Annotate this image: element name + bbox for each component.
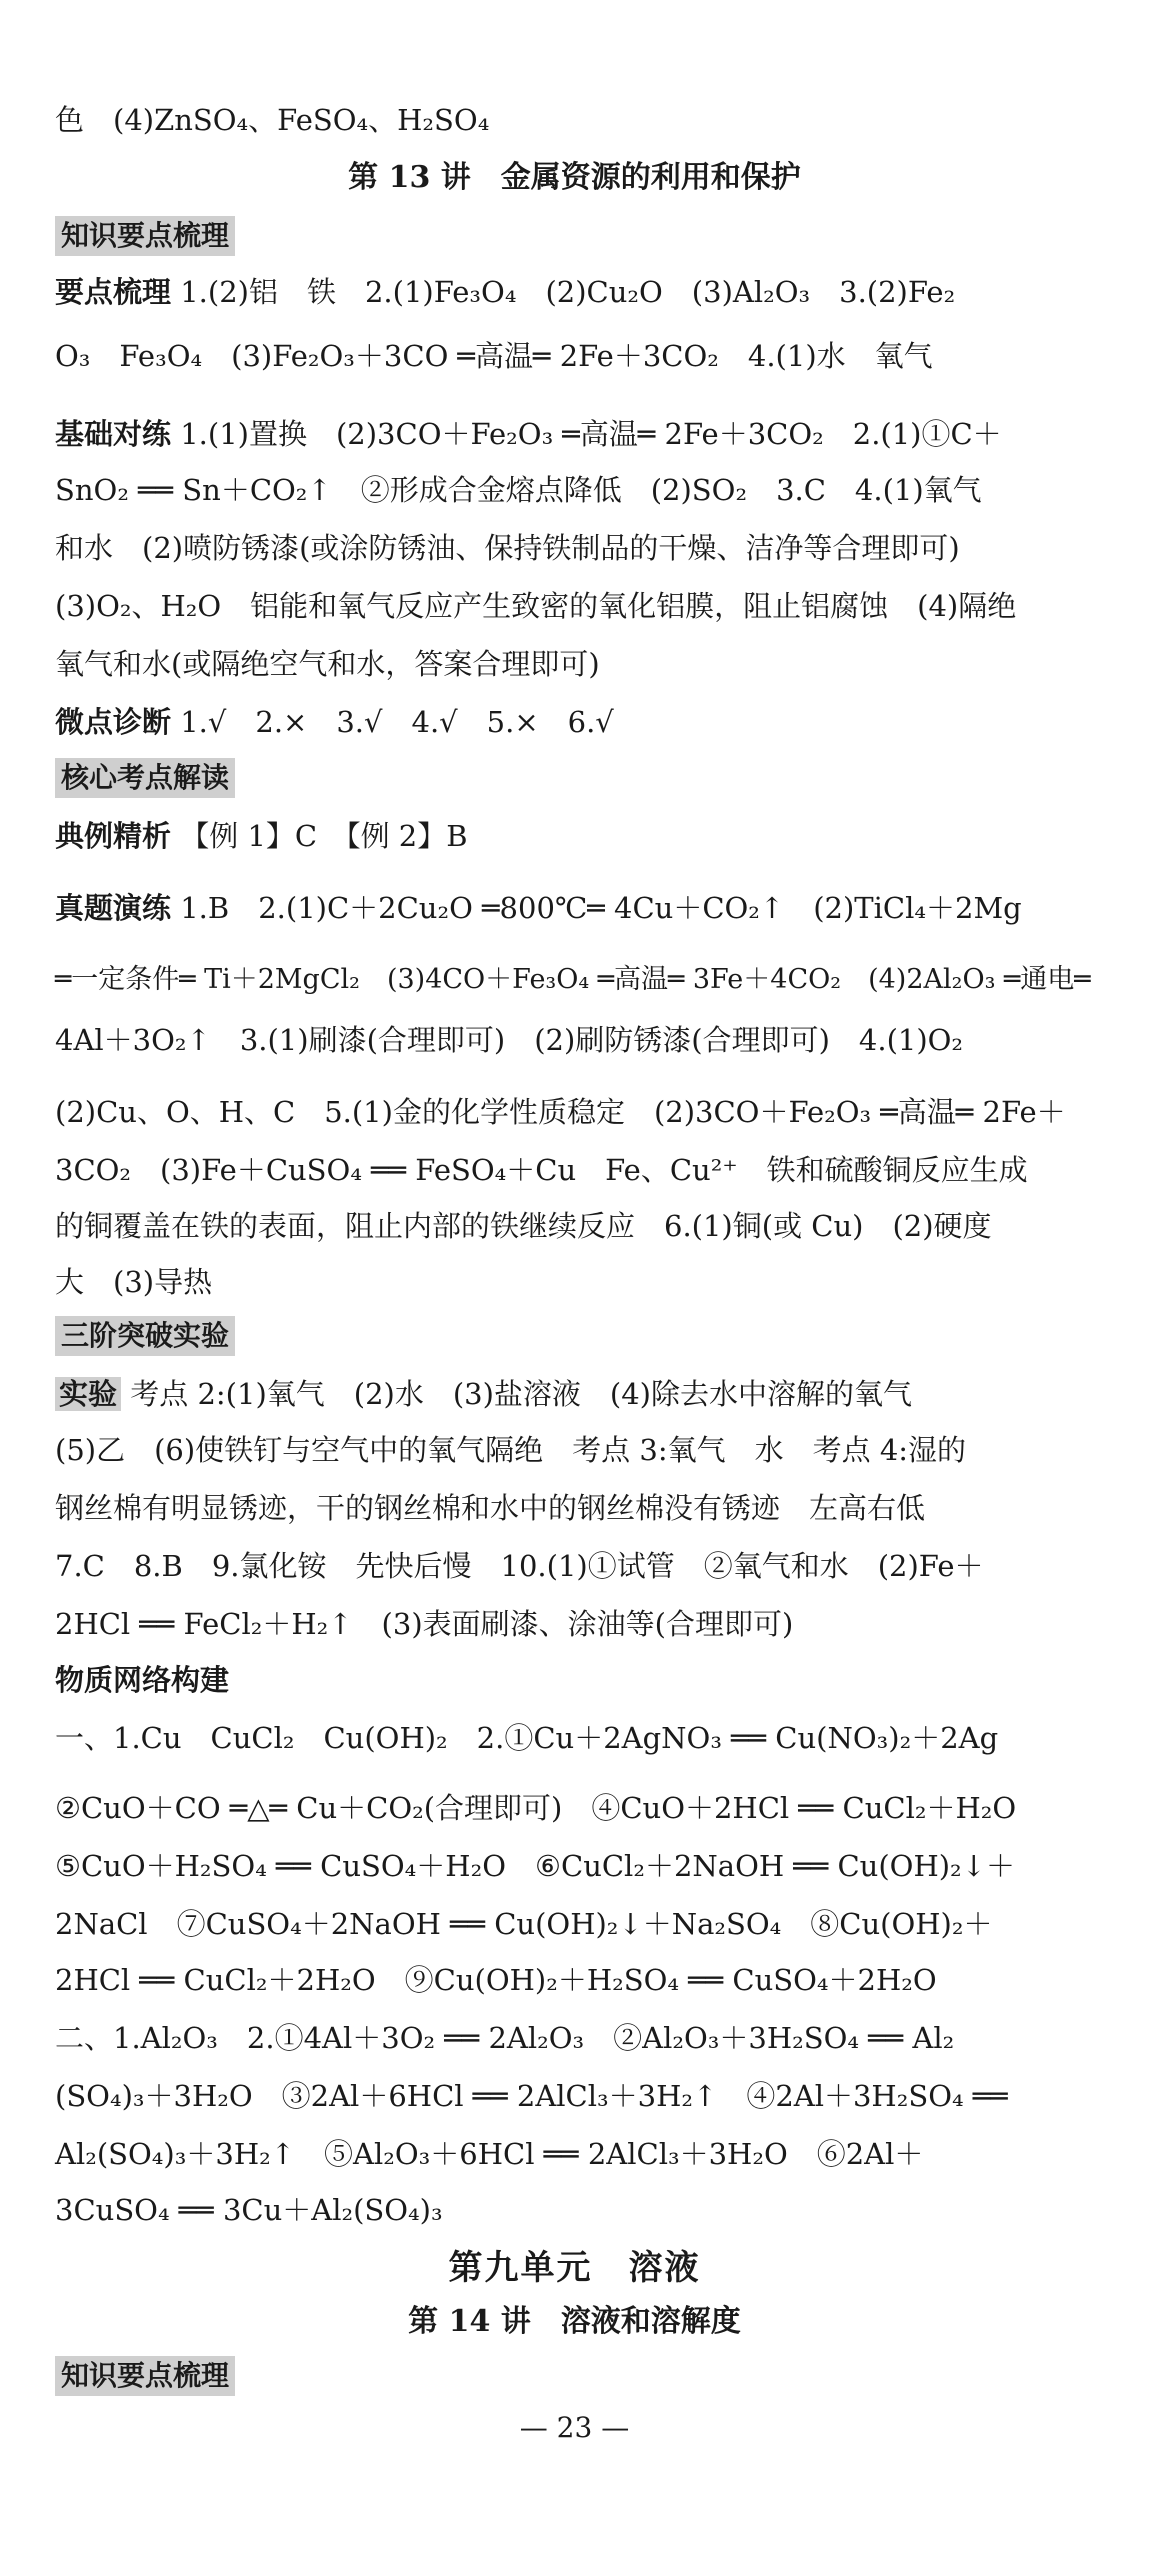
typical-examples-line	[55, 816, 1094, 856]
page-number: — 23 —	[519, 2411, 630, 2444]
text-line: ═一定条件═ Ti＋2MgCl₂ (3)4CO＋Fe₃O₄ ═高温═ 3Fe＋4CO₂ (4)2Al₂O₃ ═通电═	[55, 964, 1091, 995]
key-points-label: 要点梳理	[55, 275, 172, 309]
section-header-knowledge: 知识要点梳理	[55, 216, 235, 256]
text-line: SnO₂ ══ Sn＋CO₂↑ ②形成合金熔点降低 (2)SO₂ 3.C 4.(1)氧气	[55, 473, 982, 507]
text-line: 7.C 8.B 9.氯化铵 先快后慢 10.(1)①试管 ②氧气和水 (2)Fe＋	[55, 1549, 984, 1583]
text-line: 大 (3)导热	[55, 1265, 213, 1299]
section-header-experiment: 三阶突破实验	[55, 1316, 235, 1356]
text-line: 色 (4)ZnSO₄、FeSO₄、H₂SO₄	[55, 103, 490, 137]
text-line: (SO₄)₃＋3H₂O ③2Al＋6HCl ══ 2AlCl₃＋3H₂↑ ④2Al＋3H₂SO₄ ══	[55, 2079, 1008, 2113]
text-line: (3)O₂、H₂O 铝能和氧气反应产生致密的氧化铝膜，阻止铝腐蚀 (4)隔绝	[55, 589, 1017, 623]
network-heading: 物质网络构建	[55, 1663, 230, 1697]
real-exam-line	[55, 888, 1094, 928]
basic-practice-line	[55, 414, 1094, 454]
text-line: O₃ Fe₃O₄ (3)Fe₂O₃＋3CO ═高温═ 2Fe＋3CO₂ 4.(1)水 氧气	[55, 339, 933, 373]
typical-examples-text: 【例 1】C 【例 2】B	[180, 819, 468, 853]
text-line: 的铜覆盖在铁的表面，阻止内部的铁继续反应 6.(1)铜(或 Cu) (2)硬度	[55, 1209, 992, 1243]
micro-diagnosis-line	[55, 702, 1094, 742]
text-line: 钢丝棉有明显锈迹，干的钢丝棉和水中的钢丝棉没有锈迹 左高右低	[55, 1491, 926, 1525]
text-line: (5)乙 (6)使铁钉与空气中的氧气隔绝 考点 3:氧气 水 考点 4:湿的	[55, 1433, 967, 1467]
experiment-label: 实验	[55, 1377, 121, 1411]
typical-examples-label: 典例精析	[55, 819, 172, 853]
lecture-13-title: 第 13 讲 金属资源的利用和保护	[348, 160, 801, 195]
real-exam-label: 真题演练	[55, 891, 172, 925]
key-points-line	[55, 272, 1094, 312]
unit-9-title: 第九单元 溶液	[448, 2248, 701, 2288]
text-line: 3CO₂ (3)Fe＋CuSO₄ ══ FeSO₄＋Cu Fe、Cu²⁺ 铁和硫酸铜反应生成	[55, 1153, 1028, 1187]
key-points-text: 1.(2)铝 铁 2.(1)Fe₃O₄ (2)Cu₂O (3)Al₂O₃ 3.(2)Fe₂	[180, 275, 956, 309]
text-line: ②CuO＋CO ═△═ Cu＋CO₂(合理即可) ④CuO＋2HCl ══ CuCl₂＋H₂O	[55, 1791, 1017, 1825]
section-header-core: 核心考点解读	[55, 758, 235, 798]
text-line: 2HCl ══ CuCl₂＋2H₂O ⑨Cu(OH)₂＋H₂SO₄ ══ CuSO₄＋2H₂O	[55, 1963, 937, 1997]
section-header-knowledge-2: 知识要点梳理	[55, 2356, 235, 2396]
basic-practice-text: 1.(1)置换 (2)3CO＋Fe₂O₃ ═高温═ 2Fe＋3CO₂ 2.(1)①C＋	[180, 417, 1002, 451]
text-line: 2HCl ══ FeCl₂＋H₂↑ (3)表面刷漆、涂油等(合理即可)	[55, 1607, 794, 1641]
text-line: 一、1.Cu CuCl₂ Cu(OH)₂ 2.①Cu＋2AgNO₃ ══ Cu(NO₃)₂＋2Ag	[55, 1721, 999, 1755]
text-line: 氧气和水(或隔绝空气和水，答案合理即可)	[55, 647, 600, 681]
basic-practice-label: 基础对练	[55, 417, 172, 451]
experiment-line	[55, 1374, 1094, 1414]
text-line: 3CuSO₄ ══ 3Cu＋Al₂(SO₄)₃	[55, 2193, 443, 2227]
text-line: 4Al＋3O₂↑ 3.(1)刷漆(合理即可) (2)刷防锈漆(合理即可) 4.(1)O₂	[55, 1023, 964, 1057]
micro-diagnosis-label: 微点诊断	[55, 705, 172, 739]
text-line: Al₂(SO₄)₃＋3H₂↑ ⑤Al₂O₃＋6HCl ══ 2AlCl₃＋3H₂O ⑥2Al＋	[55, 2137, 924, 2171]
micro-diagnosis-text: 1.√ 2.× 3.√ 4.√ 5.× 6.√	[180, 705, 614, 739]
text-line: ⑤CuO＋H₂SO₄ ══ CuSO₄＋H₂O ⑥CuCl₂＋2NaOH ══ Cu(OH)₂↓＋	[55, 1849, 1015, 1883]
real-exam-text: 1.B 2.(1)C＋2Cu₂O ═800℃═ 4Cu＋CO₂↑ (2)TiCl₄＋2Mg	[180, 891, 1022, 925]
lecture-14-title: 第 14 讲 溶液和溶解度	[408, 2304, 741, 2339]
text-line: (2)Cu、O、H、C 5.(1)金的化学性质稳定 (2)3CO＋Fe₂O₃ ═高温═ 2Fe＋	[55, 1095, 1066, 1129]
text-line: 2NaCl ⑦CuSO₄＋2NaOH ══ Cu(OH)₂↓＋Na₂SO₄ ⑧Cu(OH)₂＋	[55, 1907, 993, 1941]
text-line: 和水 (2)喷防锈漆(或涂防锈油、保持铁制品的干燥、洁净等合理即可)	[55, 531, 960, 565]
experiment-text: 考点 2:(1)氧气 (2)水 (3)盐溶液 (4)除去水中溶解的氧气	[130, 1377, 912, 1411]
text-line: 二、1.Al₂O₃ 2.①4Al＋3O₂ ══ 2Al₂O₃ ②Al₂O₃＋3H₂SO₄ ══ Al₂	[55, 2021, 955, 2055]
